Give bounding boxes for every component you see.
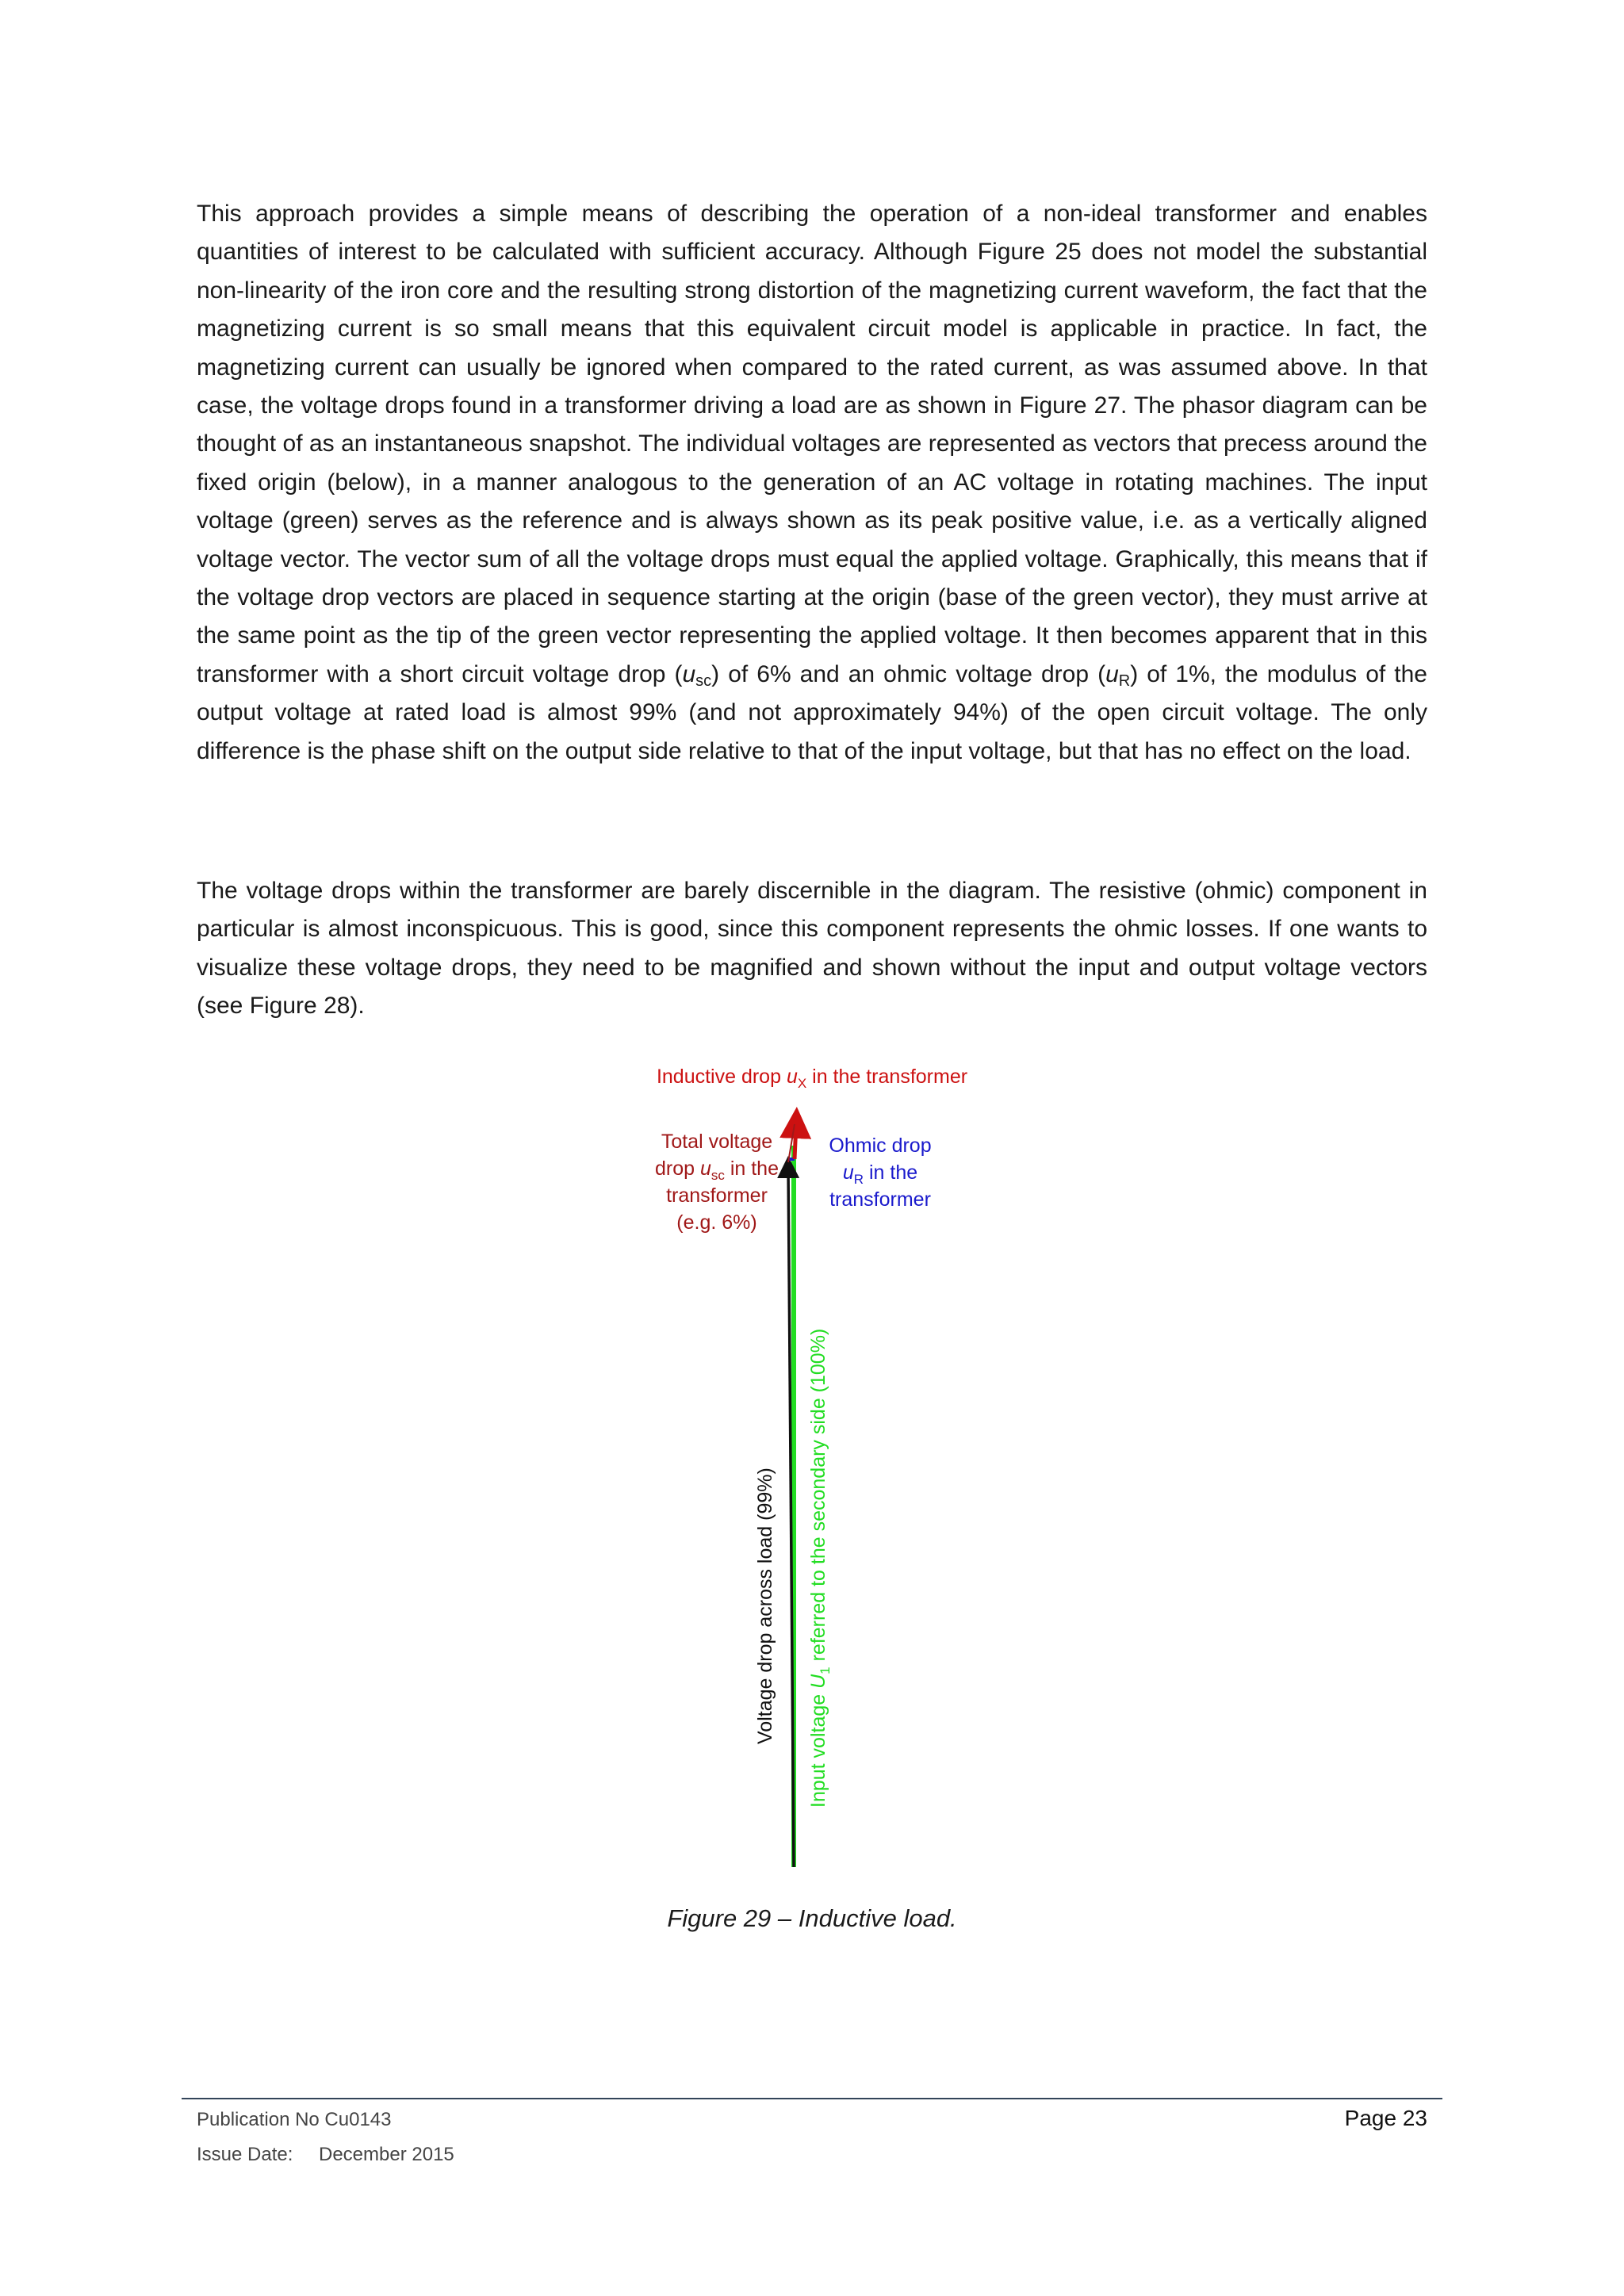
symbol-u: u (1105, 660, 1119, 687)
svg-text:drop usc in the: drop $u_{sc}$ in the (655, 1158, 779, 1183)
body-paragraph-2: The voltage drops within the transformer are barely discernible in the diagram. The resistive (ohmic) component in particular is almost inconspicuous. This is good, since this component represents the ohmic losses. If one wants to visualize these voltage drops, they need to be magnified and shown without the input and output voltage vectors (see Figure 28). (197, 878, 1427, 1020)
page-number: Page 23 (1344, 2106, 1427, 2130)
load-voltage-label: Voltage drop across load (99%) (754, 1468, 776, 1744)
symbol-u: u (682, 660, 696, 687)
issue-date: December 2015 (319, 2144, 454, 2165)
svg-text:(e.g. 6%): (e.g. 6%) (676, 1211, 757, 1234)
publication-number: Publication No Cu0143 (197, 2109, 392, 2130)
paragraph-text: This approach provides a simple means of describing the operation of a non-ideal transformer and enables quantities of interest to be calculated with sufficient accuracy. Although Figure 25 does not model the substantial non-linearity of the iron core and the resulting strong distortion of the magnetizing current waveform, the fact that the magnetizing current is so small means that this equivalent circuit model is applicable in practice. In fact, the magnetizing current can usually be ignored when compared to the rated current, as was assumed above. In that case, the voltage drops found in a transformer driving a load are as shown in Figure 27. The phasor diagram can be thought of as an instantaneous snapshot. The individual voltages are represented as vectors that precess around the fixed origin (below), in a manner analogous to the generation of an AC voltage in rotating machines. The input voltage (green) serves as the reference and is always shown as its peak positive value, i.e. as a vertically aligned voltage vector. The vector sum of all the voltage drops must equal the applied voltage. Graphically, this means that if the voltage drop vectors are placed in sequence starting at the origin (base of the green vector), they must arrive at the same point as the tip of the green vector representing the applied voltage. It then becomes apparent that in this transformer with a short circuit voltage drop ( (197, 201, 1427, 687)
svg-text:Ohmic drop: Ohmic drop (829, 1135, 932, 1157)
subscript-sc: sc (695, 672, 712, 690)
input-voltage-label: Input voltage $U_1$ referred to the secondary side (100%) (807, 1328, 833, 1808)
svg-text:transformer: transformer (666, 1184, 768, 1207)
footer-divider (182, 2098, 1442, 2099)
svg-text:Total voltage: Total voltage (661, 1131, 773, 1153)
paragraph-text: ) of 6% and an ohmic voltage drop ( (711, 660, 1106, 687)
figure-caption: Figure 29 – Inductive load. (667, 1904, 957, 1932)
svg-text:transformer: transformer (829, 1188, 931, 1211)
total-drop-label (655, 1131, 779, 1234)
subscript-r: R (1118, 672, 1131, 690)
issue-date-label: Issue Date: (197, 2144, 293, 2165)
svg-text:uR in the: $u_R$ in the (842, 1161, 918, 1187)
ohmic-drop-label (829, 1135, 931, 1211)
paragraph-text: ) of 1%, the modulus of the output voltage at rated load is almost 99% (and not approximately 94%) of the open circuit voltage. The only difference is the phase shift on the output side relative to that of the input voltage, but that has no effect on the load. (197, 660, 1427, 764)
phasor-diagram (619, 1054, 1015, 1879)
inductive-drop-vector (795, 1123, 796, 1159)
body-paragraph-1 (197, 195, 1427, 771)
inductive-drop-label: Inductive drop $u_X$ in the transformer (656, 1066, 968, 1091)
